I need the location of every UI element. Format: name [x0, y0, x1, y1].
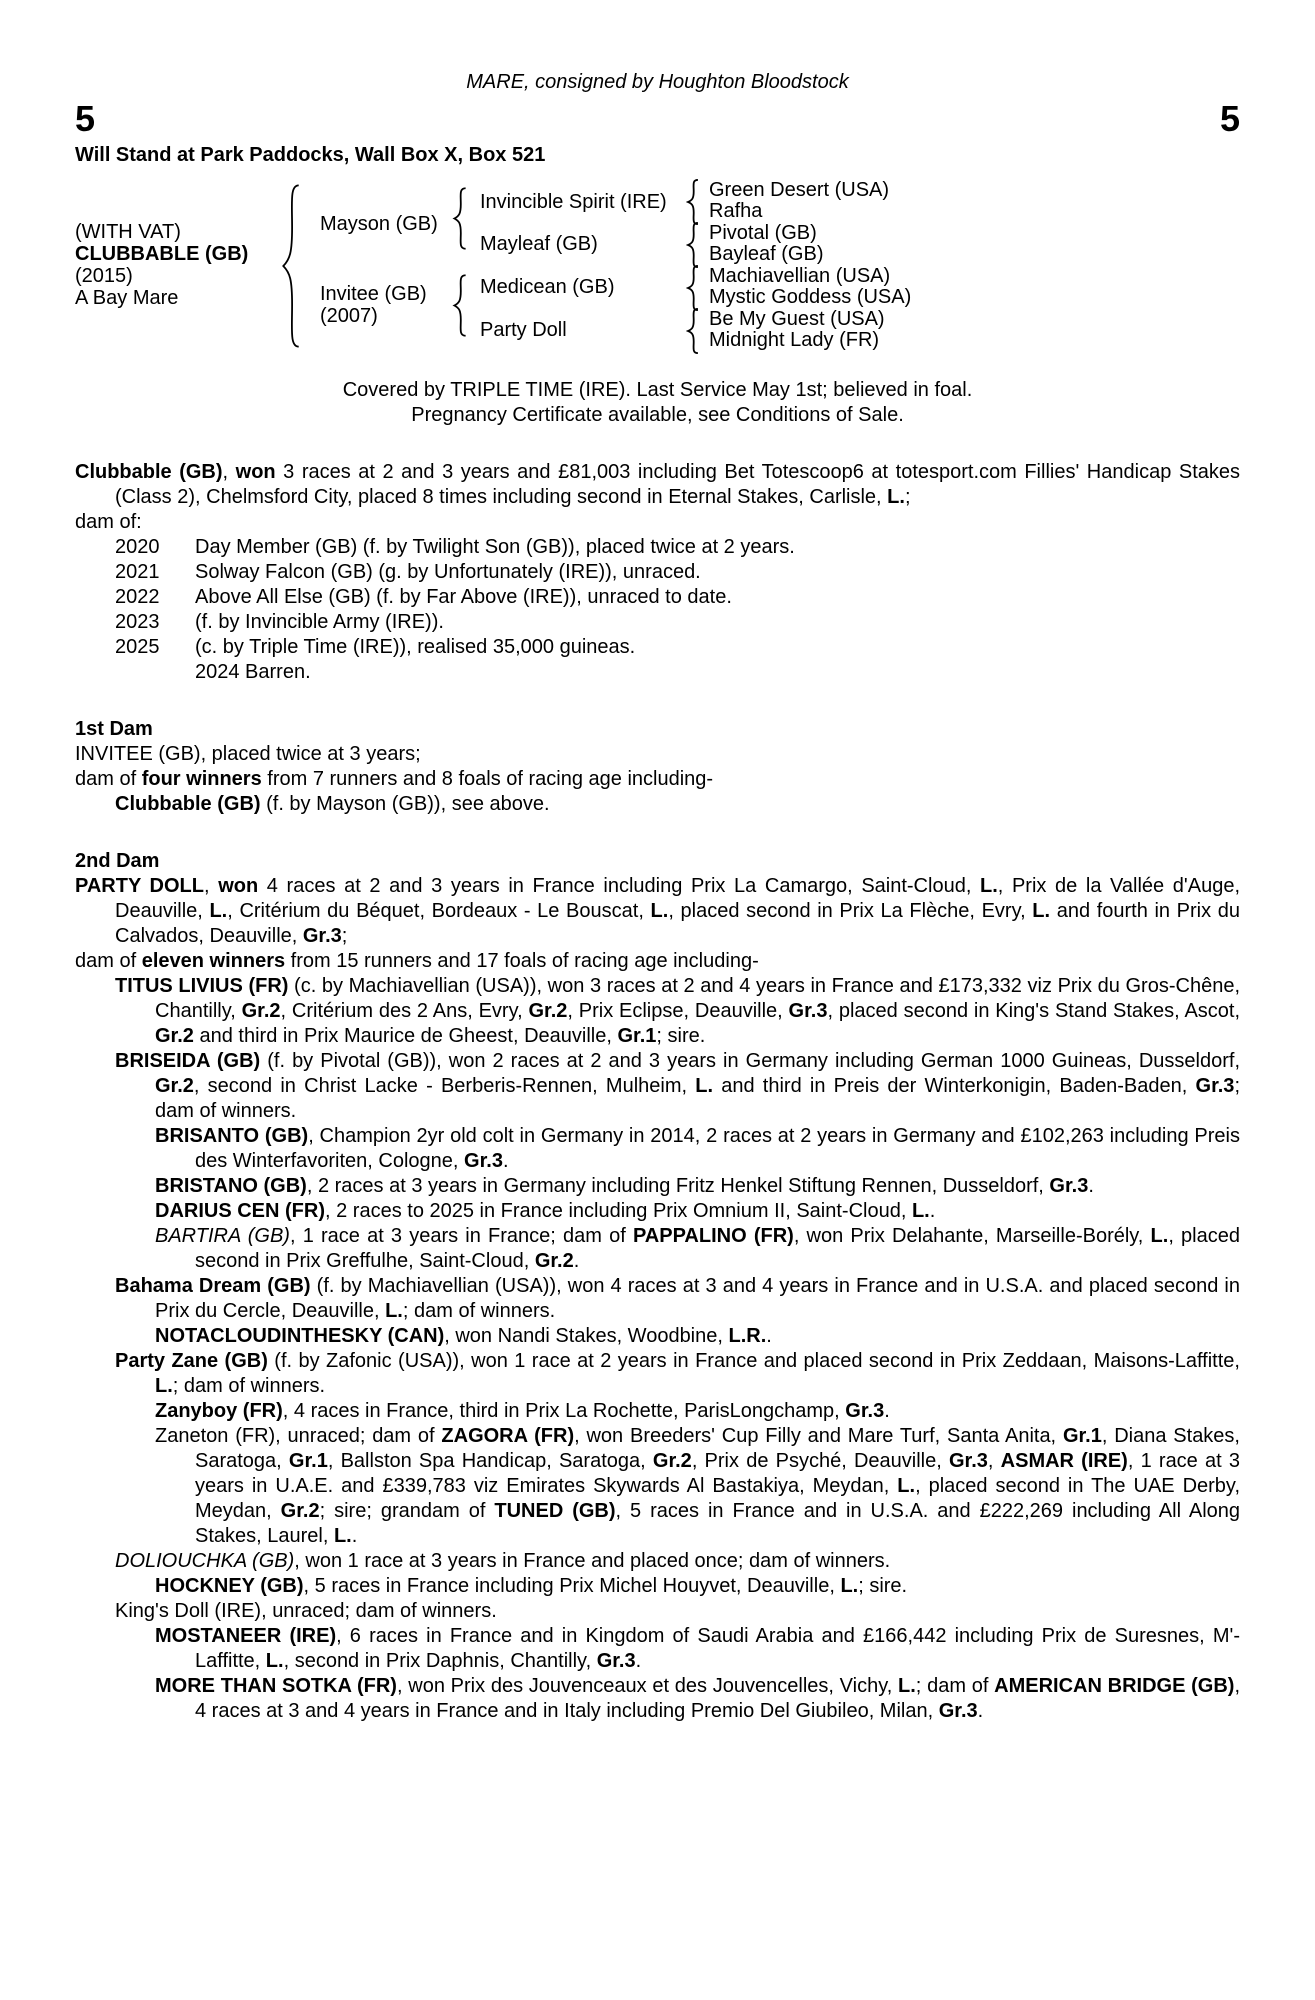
produce-text: Day Member (GB) (f. by Twilight Son (GB)), placed twice at 2 years. — [195, 536, 795, 558]
stand-location-line: Will Stand at Park Paddocks, Wall Box X, Box 521 — [75, 144, 546, 166]
first-dam-heading: 1st Dam — [75, 718, 153, 740]
produce-row — [75, 560, 1240, 585]
pedigree-brace-gp4 — [686, 308, 700, 354]
produce-year: 2022 — [115, 586, 160, 608]
horse-name: CLUBBABLE (GB) — [75, 243, 249, 265]
second-dam-paragraph: Party Zane (GB) (f. by Zafonic (USA)), won 1 race at 2 years in France and placed second in Prix Zeddaan, Maisons-Laffitte, L.; dam of winners. — [115, 1350, 1240, 1397]
lot-number-left: 5 — [75, 98, 96, 139]
lot-number-row — [75, 99, 1240, 139]
pedigree-brace-main — [280, 182, 302, 350]
second-dam-paragraph: TITUS LIVIUS (FR) (c. by Machiavellian (USA)), won 3 races at 2 and 4 years in France and £173,332 viz Prix du Gros-Chêne, Chantilly, Gr.2, Critérium des 2 Ans, Evry, Gr.2, Prix Eclipse, Deauville, Gr.3, placed second in King's Stand Stakes, Ascot, Gr.2 and third in Prix Maurice de Gheest, Deauville, Gr.1; sire. — [115, 975, 1241, 1047]
pedigree-sire-dam-dam: Bayleaf (GB) — [709, 243, 824, 265]
second-dam-paragraph: Zaneton (FR), unraced; dam of ZAGORA (FR), won Breeders' Cup Filly and Mare Turf, Santa Anita, Gr.1, Diana Stakes, Saratoga, Gr.1, Ballston Spa Handicap, Saratoga, Gr.2, Prix de Psyché, Deauville, Gr.3, ASMAR (IRE), 1 race at 3 years in U.A.E. and £339,783 viz Emirates Skywards Al Bastakiya, Meydan, L., placed second in The UAE Derby, Meydan, Gr.2; sire; grandam of TUNED (GB), 5 races in France and in U.S.A. and £222,269 including All Along Stakes, Laurel, L.. — [155, 1425, 1241, 1547]
produce-text: Above All Else (GB) (f. by Far Above (IRE)), unraced to date. — [195, 586, 732, 608]
produce-row — [75, 610, 1240, 635]
produce-year: 2023 — [115, 611, 160, 633]
race-record-section — [75, 460, 1240, 685]
pedigree-dam-year: (2007) — [320, 305, 378, 327]
second-dam-paragraph: dam of eleven winners from 15 runners and 17 foals of racing age including- — [75, 950, 759, 972]
pedigree-brace-gp2 — [686, 222, 700, 268]
first-dam-paragraph: Clubbable (GB) (f. by Mayson (GB)), see above. — [115, 793, 550, 815]
second-dam-paragraph: MOSTANEER (IRE), 6 races in France and in Kingdom of Saudi Arabia and £166,442 including Prix de Suresnes, M'-Laffitte, L., second in Prix Daphnis, Chantilly, Gr.3. — [155, 1625, 1240, 1672]
second-dam-paragraph: BARTIRA (GB), 1 race at 3 years in France; dam of PAPPALINO (FR), won Prix Delahante, Marseille-Borély, L., placed second in Prix Greffulhe, Saint-Cloud, Gr.2. — [155, 1225, 1240, 1272]
produce-year: 2020 — [115, 536, 160, 558]
second-dam-paragraph: King's Doll (IRE), unraced; dam of winners. — [115, 1600, 497, 1622]
pedigree-sire: Mayson (GB) — [320, 213, 438, 235]
horse-description: A Bay Mare — [75, 287, 179, 309]
second-dam-paragraph: DARIUS CEN (FR), 2 races to 2025 in France including Prix Omnium II, Saint-Cloud, L.. — [155, 1200, 936, 1222]
lot-number-right: 5 — [1219, 98, 1240, 139]
dam-of-label: dam of: — [75, 511, 142, 533]
first-dam-paragraph: INVITEE (GB), placed twice at 3 years; — [75, 743, 421, 765]
second-dam-paragraph: MORE THAN SOTKA (FR), won Prix des Jouvenceaux et des Jouvencelles, Vichy, L.; dam of AMERICAN BRIDGE (GB), 4 races at 3 and 4 years in France and in Italy including Premio Del Giubileo, Milan, Gr.3. — [155, 1675, 1241, 1722]
second-dam-paragraph: Zanyboy (FR), 4 races in France, third in Prix La Rochette, ParisLongchamp, Gr.3. — [155, 1400, 890, 1422]
second-dam-paragraph: PARTY DOLL, won 4 races at 2 and 3 years in France including Prix La Camargo, Saint-Cloud, L., Prix de la Vallée d'Auge, Deauville, L., Critérium du Béquet, Bordeaux - Le Bouscat, L., placed second in Prix La Flèche, Evry, L. and fourth in Prix du Calvados, Deauville, Gr.3; — [75, 875, 1240, 947]
produce-year: 2021 — [115, 561, 160, 583]
produce-text: 2024 Barren. — [195, 661, 311, 683]
second-dam-paragraph: DOLIOUCHKA (GB), won 1 race at 3 years in France and placed once; dam of winners. — [115, 1550, 891, 1572]
covering-statement — [75, 378, 1240, 428]
consignor-line: MARE, consigned by Houghton Bloodstock — [466, 71, 849, 93]
produce-row — [75, 660, 1240, 685]
second-dam-paragraph: Bahama Dream (GB) (f. by Machiavellian (USA)), won 4 races at 3 and 4 years in France and in U.S.A. and placed second in Prix du Cercle, Deauville, L.; dam of winners. — [115, 1275, 1240, 1322]
pedigree-dam: Invitee (GB) — [320, 283, 427, 305]
pedigree-dam-sire: Medicean (GB) — [480, 276, 615, 298]
pedigree-sire-dam: Mayleaf (GB) — [480, 233, 598, 255]
vat-note: (WITH VAT) — [75, 221, 181, 243]
pedigree-brace-sire — [452, 187, 468, 250]
pedigree-brace-gp3 — [686, 265, 700, 311]
second-dam-paragraph: BRISTANO (GB), 2 races at 3 years in Germany including Fritz Henkel Stiftung Rennen, Dusseldorf, Gr.3. — [155, 1175, 1094, 1197]
pedigree-dam-sire-dam: Mystic Goddess (USA) — [709, 286, 912, 308]
pedigree-brace-dam — [452, 274, 468, 337]
second-dam-paragraph: BRISEIDA (GB) (f. by Pivotal (GB)), won 2 races at 2 and 3 years in Germany including German 1000 Guineas, Dusseldorf, Gr.2, second in Christ Lacke - Berberis-Rennen, Mulheim, L. and third in Preis der Winterkonigin, Baden-Baden, Gr.3; dam of winners. — [115, 1050, 1241, 1122]
first-dam-section — [75, 717, 1240, 817]
pedigree-dam-dam-sire: Be My Guest (USA) — [709, 308, 885, 330]
second-dam-heading: 2nd Dam — [75, 850, 160, 872]
produce-text: Solway Falcon (GB) (g. by Unfortunately (IRE)), unraced. — [195, 561, 701, 583]
produce-text: (c. by Triple Time (IRE)), realised 35,000 guineas. — [195, 636, 636, 658]
pedigree-sire-sire: Invincible Spirit (IRE) — [480, 191, 667, 213]
produce-year: 2025 — [115, 636, 160, 658]
second-dam-paragraph: BRISANTO (GB), Champion 2yr old colt in Germany in 2014, 2 races at 2 years in Germany and £102,263 including Preis des Winterfavoriten, Cologne, Gr.3. — [155, 1125, 1240, 1172]
second-dam-paragraph: NOTACLOUDINTHESKY (CAN), won Nandi Stakes, Woodbine, L.R.. — [155, 1325, 772, 1347]
produce-year — [115, 660, 195, 685]
pedigree-sire-sire-sire: Green Desert (USA) — [709, 179, 890, 201]
produce-text: (f. by Invincible Army (IRE)). — [195, 611, 444, 633]
covering-line-1: Covered by TRIPLE TIME (IRE). Last Service May 1st; believed in foal. — [342, 379, 973, 401]
pedigree-dam-dam: Party Doll — [480, 319, 567, 341]
race-record-paragraph: Clubbable (GB), won 3 races at 2 and 3 years and £81,003 including Bet Totescoop6 at totesport.com Fillies' Handicap Stakes (Class 2), Chelmsford City, placed 8 times including second in Eternal Stakes, Carlisle, L.; — [75, 461, 1240, 508]
produce-row — [75, 585, 1240, 610]
pedigree-sire-sire-dam: Rafha — [709, 200, 763, 222]
pedigree-brace-gp1 — [686, 179, 700, 225]
first-dam-paragraph: dam of four winners from 7 runners and 8 foals of racing age including- — [75, 768, 714, 790]
second-dam-section — [75, 849, 1240, 1724]
covering-line-2: Pregnancy Certificate available, see Conditions of Sale. — [411, 404, 904, 426]
produce-row — [75, 535, 1240, 560]
pedigree-sire-dam-sire: Pivotal (GB) — [709, 222, 817, 244]
pedigree-dam-sire-sire: Machiavellian (USA) — [709, 265, 891, 287]
pedigree-dam-dam-dam: Midnight Lady (FR) — [709, 329, 880, 351]
second-dam-paragraph: HOCKNEY (GB), 5 races in France including Prix Michel Houyvet, Deauville, L.; sire. — [155, 1575, 908, 1597]
pedigree-table — [75, 178, 1240, 364]
produce-row — [75, 635, 1240, 660]
horse-foaled-year: (2015) — [75, 265, 133, 287]
